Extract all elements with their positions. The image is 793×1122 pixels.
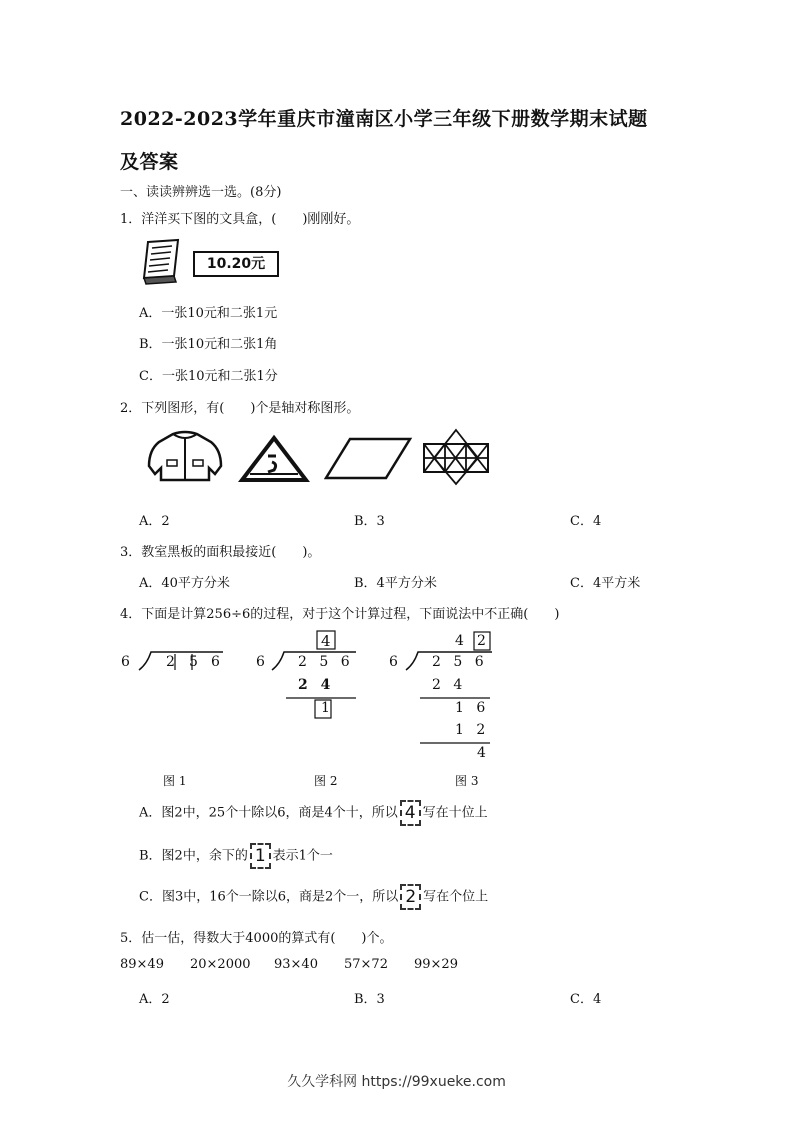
q5-text: 5．估一估，得数大于4000的算式有( )个。 bbox=[120, 931, 393, 946]
section-header: 一、读读辨辨选一选。(8分) bbox=[120, 185, 282, 200]
dashed-box-4: 4 bbox=[400, 800, 421, 826]
q5-option-c[interactable]: C．4 bbox=[570, 992, 602, 1007]
q1-text: 1．洋洋买下图的文具盒，( )刚刚好。 bbox=[120, 212, 360, 227]
q3-option-a[interactable]: A．40平方分米 bbox=[139, 576, 230, 591]
footer-watermark: 久久学科网 https://99xueke.com bbox=[287, 1074, 506, 1090]
page-title: 2022-2023学年重庆市潼南区小学三年级下册数学期末试题 bbox=[120, 108, 648, 130]
q5-option-b[interactable]: B．3 bbox=[354, 992, 385, 1007]
q1-option-a[interactable]: A．一张10元和二张1元 bbox=[139, 306, 278, 321]
q3-option-c[interactable]: C．4平方米 bbox=[570, 576, 641, 591]
q4-option-b[interactable]: B．图2中，余下的 1 表示1个一 bbox=[139, 843, 333, 869]
jacket-icon bbox=[145, 428, 225, 484]
dashed-box-1: 1 bbox=[250, 843, 271, 869]
q4-option-c[interactable]: C．图3中，16个一除以6，商是2个一，所以 2 写在个位上 bbox=[139, 884, 488, 910]
q5-expr-2: 20×2000 bbox=[190, 957, 251, 972]
price-tag: 10.20元 bbox=[193, 251, 279, 277]
figure-1-label: 图 1 bbox=[163, 774, 187, 788]
figure-2-label: 图 2 bbox=[314, 774, 338, 788]
q5-option-a[interactable]: A．2 bbox=[139, 992, 170, 1007]
q5-expr-4: 57×72 bbox=[344, 957, 388, 972]
parallelogram-icon bbox=[324, 436, 414, 482]
q2-option-c[interactable]: C．4 bbox=[570, 514, 602, 529]
q3-option-b[interactable]: B．4平方分米 bbox=[354, 576, 437, 591]
q4-option-a[interactable]: A．图2中，25个十除以6，商是4个十，所以 4 写在十位上 bbox=[139, 800, 488, 826]
q3-text: 3．教室黑板的面积最接近( )。 bbox=[120, 545, 321, 560]
triangle-sign-icon bbox=[238, 434, 310, 484]
q5-expr-1: 89×49 bbox=[120, 957, 164, 972]
dashed-box-2: 2 bbox=[400, 884, 421, 910]
q2-text: 2．下列图形，有( )个是轴对称图形。 bbox=[120, 401, 360, 416]
q5-expr-3: 93×40 bbox=[274, 957, 318, 972]
figure-3-label: 图 3 bbox=[455, 774, 479, 788]
q5-expr-5: 99×29 bbox=[414, 957, 458, 972]
q1-option-c[interactable]: C．一张10元和二张1分 bbox=[139, 369, 278, 384]
pattern-grid-icon bbox=[420, 428, 492, 486]
q2-option-b[interactable]: B．3 bbox=[354, 514, 385, 529]
q4-text: 4．下面是计算256÷6的过程，对于这个计算过程，下面说法中不正确( ) bbox=[120, 607, 560, 622]
pencil-case-icon bbox=[140, 238, 184, 286]
q1-option-b[interactable]: B．一张10元和二张1角 bbox=[139, 337, 278, 352]
q2-option-a[interactable]: A．2 bbox=[139, 514, 170, 529]
page-title-line2: 及答案 bbox=[120, 151, 179, 173]
